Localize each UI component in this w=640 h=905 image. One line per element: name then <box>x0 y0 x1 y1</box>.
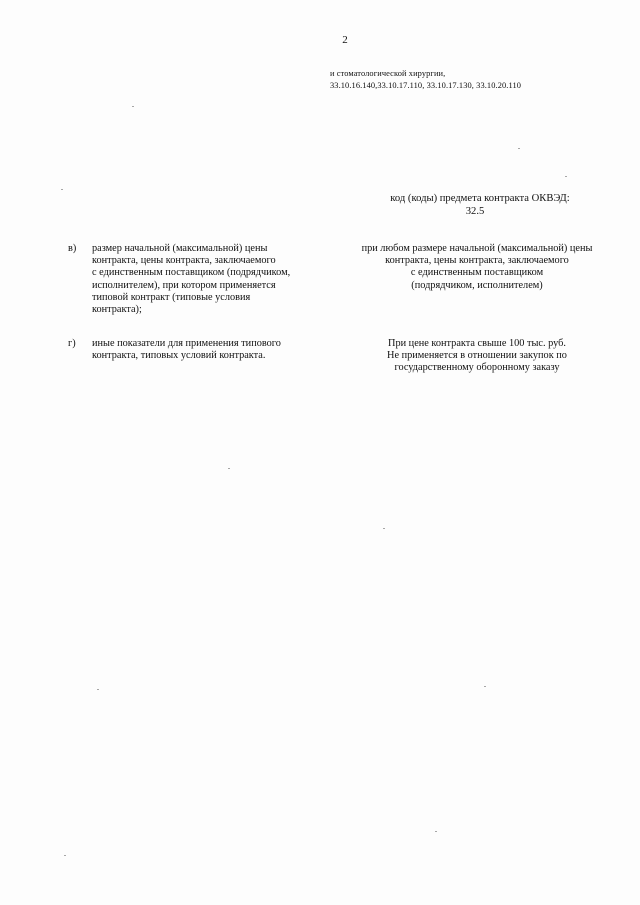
row-label-line: контракта, типовых условий контракта. <box>92 350 266 362</box>
row-label-line: иные показатели для применения типового <box>92 338 281 349</box>
scan-speck <box>228 468 230 469</box>
scan-speck <box>132 106 134 107</box>
row-label-line: размер начальной (максимальной) цены <box>92 243 268 254</box>
row-label-line: контракта); <box>92 304 142 316</box>
row-value-line: контракта, цены контракта, заключаемого <box>385 255 569 267</box>
row-value <box>334 243 620 292</box>
row-label-line: с единственным поставщиком (подрядчиком, <box>92 267 291 279</box>
row-label-line: исполнителем), при котором применяется <box>92 279 276 291</box>
row-value <box>334 338 620 375</box>
okved-label: код (коды) предмета контракта ОКВЭД: <box>390 193 570 204</box>
scan-speck <box>64 855 66 856</box>
row-marker: в) <box>68 243 77 254</box>
scan-speck <box>61 189 63 190</box>
scan-speck <box>565 176 567 177</box>
scan-speck <box>383 528 385 529</box>
scan-speck <box>518 148 520 149</box>
row-label <box>92 338 281 362</box>
row-value-line: Не применяется в отношении закупок по <box>387 350 567 362</box>
row-label-line: контракта, цены контракта, заключаемого <box>92 255 276 267</box>
okved-value: 32.5 <box>465 206 485 217</box>
continuation-line: и стоматологической хирургии, <box>330 69 446 78</box>
row-label-line: типовой контракт (типовые условия <box>92 291 251 303</box>
row-label <box>92 243 290 316</box>
scan-speck <box>484 686 486 687</box>
header-continuation <box>330 68 521 92</box>
page-number: 2 <box>342 34 348 46</box>
row-value-line: При цене контракта свыше 100 тыс. руб. <box>388 338 566 349</box>
scan-speck <box>435 831 437 832</box>
row-value-line: с единственным поставщиком <box>410 267 544 279</box>
row-marker: г) <box>68 338 76 349</box>
row-value-line: (подрядчиком, исполнителем) <box>411 279 543 291</box>
row-value-line: при любом размере начальной (максимальной) цены <box>361 243 593 254</box>
continuation-line: 33.10.16.140,33.10.17.110, 33.10.17.130, 33.10.20.110 <box>330 81 522 90</box>
scan-speck <box>97 689 99 690</box>
row-value-line: государственному оборонному заказу <box>394 362 560 374</box>
